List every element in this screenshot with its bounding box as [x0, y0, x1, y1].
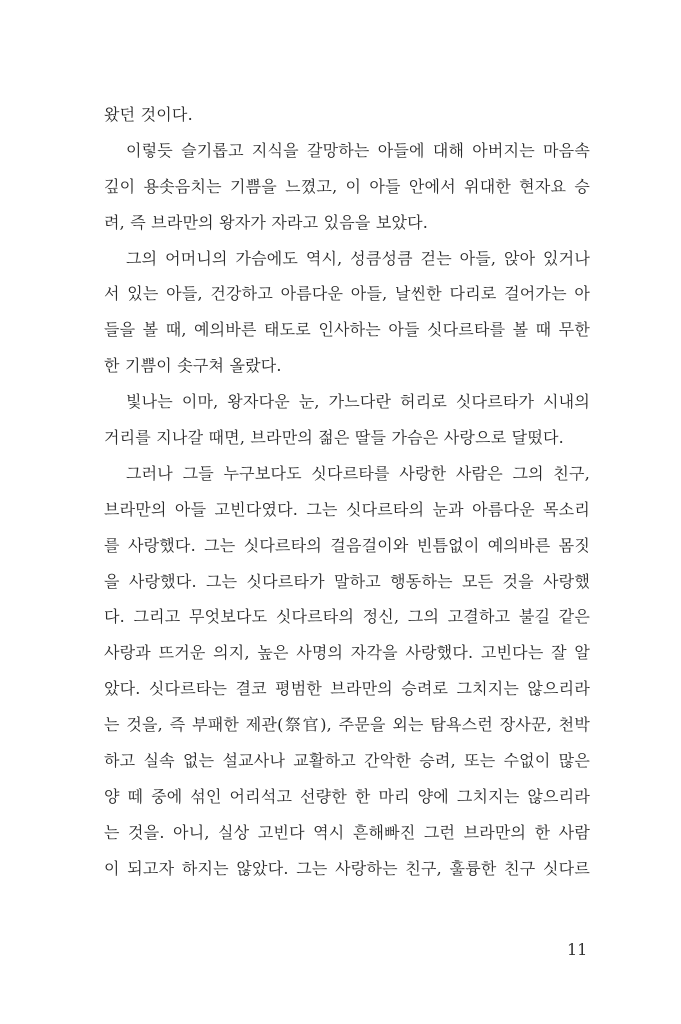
- text-line: 았다. 싯다르타는 결코 평범한 브라만의 승려로 그치지는 않으리라: [104, 679, 590, 699]
- text-line: 거리를 지나갈 때면, 브라만의 젊은 딸들 가슴은 사랑으로 달떴다.: [104, 428, 564, 448]
- text-line: 왔던 것이다.: [104, 105, 193, 124]
- text-line: 하고 실속 없는 설교사나 교활하고 간악한 승려, 또는 수없이 많은: [104, 751, 590, 771]
- text-line: 그의 어머니의 가슴에도 역시, 성큼성큼 걷는 아들, 앉아 있거나: [126, 248, 590, 268]
- text-line: 다. 그리고 무엇보다도 싯다르타의 정신, 그의 고결하고 불길 같은: [104, 607, 590, 627]
- text-line: 양 떼 중에 섞인 어리석고 선량한 한 마리 양에 그치지는 않으리라: [104, 786, 590, 806]
- text-line: 브라만의 아들 고빈다였다. 그는 싯다르타의 눈과 아름다운 목소리: [104, 499, 590, 519]
- text-line: 는 것을. 아니, 실상 고빈다 역시 흔해빠진 그런 브라만의 한 사람: [104, 822, 590, 842]
- page-number: 11: [567, 940, 588, 959]
- text-line: 서 있는 아들, 건강하고 아름다운 아들, 날씬한 다리로 걸어가는 아: [104, 284, 590, 304]
- text-line: 한 기쁨이 솟구쳐 올랐다.: [104, 356, 282, 376]
- text-line: 사랑과 뜨거운 의지, 높은 사명의 자각을 사랑했다. 고빈다는 잘 알: [104, 643, 590, 663]
- text-line: 그러나 그들 누구보다도 싯다르타를 사랑한 사람은 그의 친구,: [126, 463, 590, 483]
- body-text: [104, 104, 590, 894]
- text-line: 깊이 용솟음치는 기쁨을 느꼈고, 이 아들 안에서 위대한 현자요 승: [104, 176, 590, 196]
- text-line: 을 사랑했다. 그는 싯다르타가 말하고 행동하는 모든 것을 사랑했: [104, 571, 590, 591]
- text-line: 빛나는 이마, 왕자다운 눈, 가느다란 허리로 싯다르타가 시내의: [126, 392, 590, 412]
- text-line: 는 것을, 즉 부패한 제관(祭官), 주문을 외는 탐욕스런 장사꾼, 천박: [104, 715, 590, 735]
- text-line: 를 사랑했다. 그는 싯다르타의 걸음걸이와 빈틈없이 예의바른 몸짓: [104, 535, 590, 555]
- text-line: 들을 볼 때, 예의바른 태도로 인사하는 아들 싯다르타를 볼 때 무한: [104, 320, 590, 340]
- text-line: 이 되고자 하지는 않았다. 그는 사랑하는 친구, 훌륭한 친구 싯다르: [104, 858, 590, 878]
- text-line: 려, 즉 브라만의 왕자가 자라고 있음을 보았다.: [104, 212, 429, 232]
- text-line: 이렇듯 슬기롭고 지식을 갈망하는 아들에 대해 아버지는 마음속: [126, 140, 590, 160]
